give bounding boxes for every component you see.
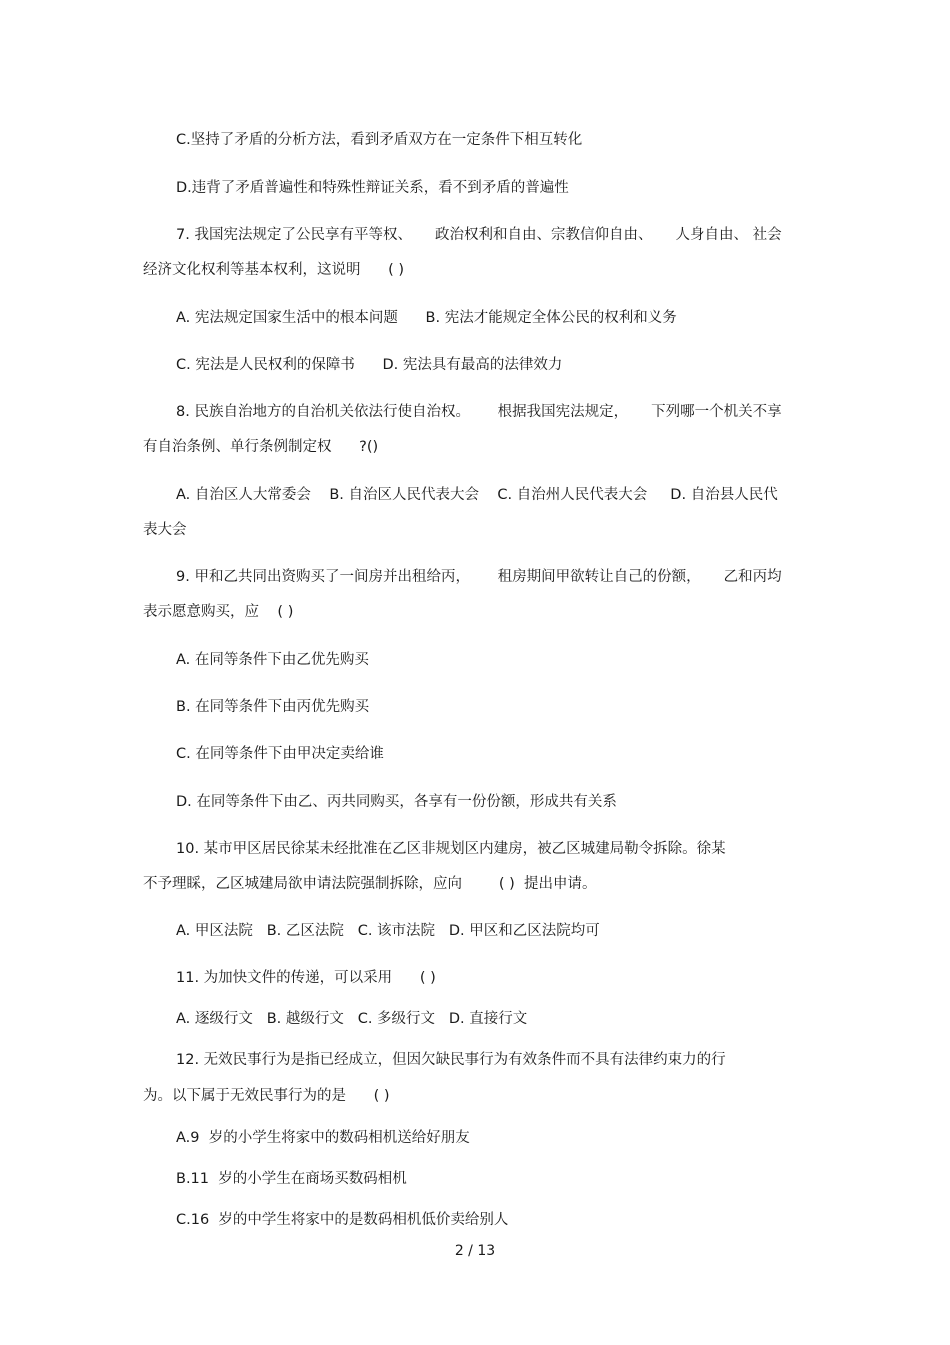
option-9c: C. 在同等条件下由甲决定卖给谁 [176,746,384,762]
option-6d: D.违背了矛盾普遍性和特殊性辩证关系，看不到矛盾的普遍性 [176,180,569,196]
option-12b: B.11 岁的小学生在商场买数码相机 [176,1171,407,1187]
question-8-line-1: 8. 民族自治地方的自治机关依法行使自治权。 根据我国宪法规定， 下列哪一个机关不享 [176,404,782,420]
question-8-line-2: 有自治条例、单行条例制定权 ?() [143,439,379,455]
options-10: A. 甲区法院 B. 乙区法院 C. 该市法院 D. 甲区和乙区法院均可 [176,923,600,939]
question-11: 11. 为加快文件的传递，可以采用 ( ) [176,970,436,986]
options-11: A. 逐级行文 B. 越级行文 C. 多级行文 D. 直接行文 [176,1011,528,1027]
question-10-line-2: 不予理睬，乙区城建局欲申请法院强制拆除，应向 ( ) 提出申请。 [143,876,597,892]
question-10-line-1: 10. 某市甲区居民徐某未经批准在乙区非规划区内建房，被乙区城建局勒令拆除。徐某 [176,841,726,857]
question-12-line-1: 12. 无效民事行为是指已经成立，但因欠缺民事行为有效条件而不具有法律约束力的行 [176,1052,726,1068]
question-9-line-2: 表示愿意购买，应 ( ) [143,604,294,620]
question-7-line-2: 经济文化权利等基本权利，这说明 ( ) [143,262,405,278]
question-12-line-2: 为。以下属于无效民事行为的是 ( ) [143,1088,390,1104]
question-7-line-1: 7. 我国宪法规定了公民享有平等权、 政治权利和自由、宗教信仰自由、 人身自由、 社会 [176,227,782,243]
options-8-line-2: 表大会 [143,522,187,538]
options-7-cd: C. 宪法是人民权利的保障书 D. 宪法具有最高的法律效力 [176,357,563,373]
question-9-line-1: 9. 甲和乙共同出资购买了一间房并出租给丙， 租房期间甲欲转让自己的份额， 乙和丙均 [176,569,782,585]
option-9d: D. 在同等条件下由乙、丙共同购买，各享有一份份额，形成共有关系 [176,794,617,810]
option-12a: A.9 岁的小学生将家中的数码相机送给好朋友 [176,1130,470,1146]
option-6c: C.坚持了矛盾的分析方法，看到矛盾双方在一定条件下相互转化 [176,132,583,148]
page-number: 2 / 13 [454,1243,496,1259]
options-7-ab: A. 宪法规定国家生活中的根本问题 B. 宪法才能规定全体公民的权利和义务 [176,310,677,326]
option-12c: C.16 岁的中学生将家中的是数码相机低价卖给别人 [176,1212,509,1228]
option-9b: B. 在同等条件下由丙优先购买 [176,699,370,715]
options-8-line-1: A. 自治区人大常委会 B. 自治区人民代表大会 C. 自治州人民代表大会 D. 自治县人民代 [176,487,778,503]
option-9a: A. 在同等条件下由乙优先购买 [176,652,369,668]
